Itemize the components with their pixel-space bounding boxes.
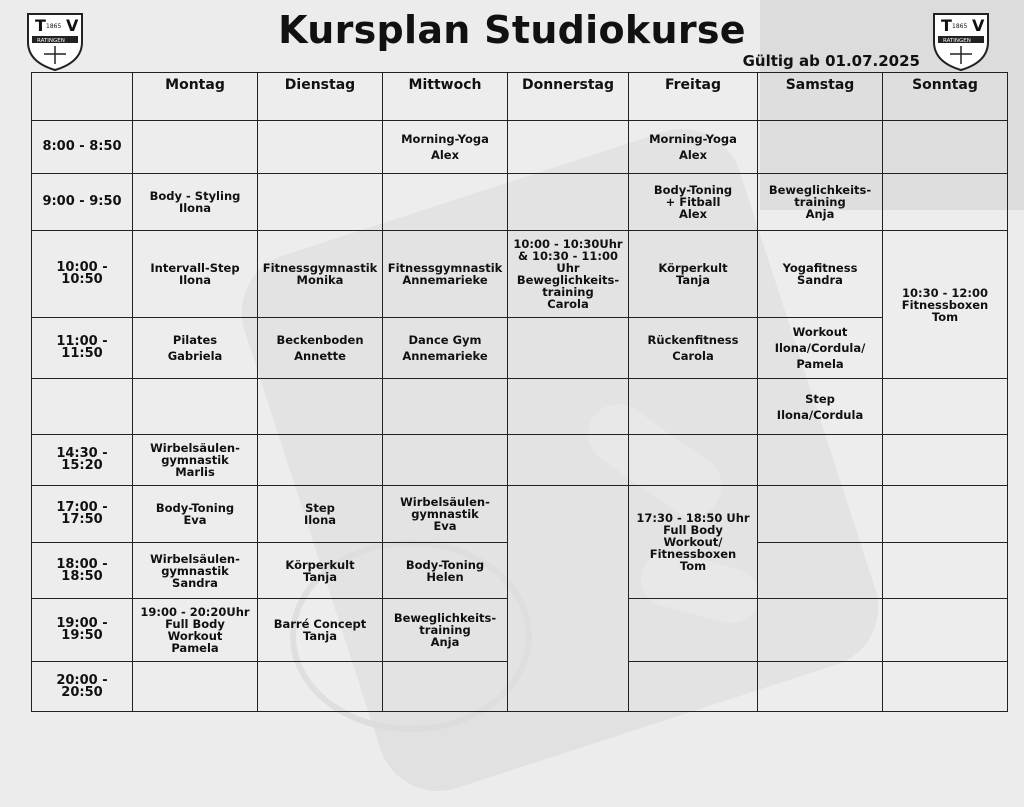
course-label: Dance Gym Annemarieke: [402, 333, 488, 363]
empty-cell: [508, 174, 629, 231]
day-header: Dienstag: [258, 73, 383, 121]
svg-text:1865: 1865: [952, 23, 968, 30]
course-cell: [629, 231, 758, 318]
course-label: Morning-Yoga Alex: [401, 132, 489, 162]
header: [0, 0, 1024, 72]
time-row: [32, 318, 1008, 379]
course-cell: [508, 231, 629, 318]
course-cell: [133, 486, 258, 543]
course-label: 10:30 - 12:00 Fitnessboxen Tom: [901, 285, 989, 324]
course-label: Beweglichkeits- training Anja: [768, 183, 872, 221]
time-slot: 20:00 - 20:50: [32, 662, 133, 712]
course-label: Wirbelsäulen- gymnastik Eva: [400, 495, 490, 533]
empty-cell: [883, 486, 1008, 543]
day-header: Donnerstag: [508, 73, 629, 121]
course-label: Body-Toning Helen: [405, 557, 485, 584]
course-cell: [258, 599, 383, 662]
time-row: [32, 121, 1008, 174]
svg-text:V: V: [972, 16, 985, 35]
time-slot: 8:00 - 8:50: [32, 121, 133, 174]
empty-cell: [629, 662, 758, 712]
course-label: 17:30 - 18:50 Uhr Full Body Workout/ Fitnessboxen Tom: [636, 511, 750, 573]
empty-cell: [133, 379, 258, 435]
course-label: Intervall-Step Ilona: [150, 261, 240, 287]
course-label: Fitnessgymnastik Annemarieke: [387, 261, 503, 287]
empty-cell: [758, 435, 883, 486]
course-cell: [629, 121, 758, 174]
course-label: Pilates Gabriela: [167, 333, 223, 363]
svg-text:1865: 1865: [46, 23, 62, 30]
course-label: Beckenboden Annette: [276, 333, 364, 363]
empty-cell: [883, 379, 1008, 435]
course-label: Wirbelsäulen- gymnastik Marlis: [150, 441, 240, 479]
course-label: Step Ilona/Cordula: [776, 391, 864, 422]
time-row: [32, 435, 1008, 486]
empty-cell: [258, 121, 383, 174]
time-row: [32, 174, 1008, 231]
empty-cell: [883, 662, 1008, 712]
time-slot: 19:00 - 19:50: [32, 599, 133, 662]
time-slot: 17:00 - 17:50: [32, 486, 133, 543]
course-cell: [383, 121, 508, 174]
course-label: Fitnessgymnastik Monika: [262, 261, 378, 287]
empty-cell: [883, 174, 1008, 231]
course-cell: [133, 543, 258, 599]
course-cell: [758, 174, 883, 231]
course-label: Step Ilona: [303, 501, 337, 527]
time-slot: 10:00 - 10:50: [32, 231, 133, 318]
empty-cell: [258, 662, 383, 712]
day-header: Sonntag: [883, 73, 1008, 121]
empty-cell: [758, 121, 883, 174]
course-cell: [258, 543, 383, 599]
course-cell: [629, 174, 758, 231]
course-cell: [383, 486, 508, 543]
course-cell: [133, 174, 258, 231]
course-cell: [258, 231, 383, 318]
course-label: 10:00 - 10:30Uhr & 10:30 - 11:00 Uhr Beweglichkeits- training Carola: [513, 237, 623, 311]
course-label: Morning-Yoga Alex: [649, 132, 737, 162]
day-header: Samstag: [758, 73, 883, 121]
page-title: Kursplan Studiokurse: [278, 8, 746, 52]
empty-cell: [508, 379, 629, 435]
empty-cell: [383, 662, 508, 712]
empty-cell: [883, 543, 1008, 599]
course-label: Körperkult Tanja: [285, 557, 355, 584]
course-cell: [758, 379, 883, 435]
day-header: Mittwoch: [383, 73, 508, 121]
course-label: Rückenfitness Carola: [647, 333, 739, 363]
day-header: Freitag: [629, 73, 758, 121]
empty-cell: [883, 599, 1008, 662]
course-cell: [758, 318, 883, 379]
corner-cell: [32, 73, 133, 121]
empty-cell: [508, 435, 629, 486]
svg-text:RATINGEN: RATINGEN: [943, 38, 971, 44]
day-header: Montag: [133, 73, 258, 121]
course-label: Wirbelsäulen- gymnastik Sandra: [150, 551, 240, 590]
course-cell: [133, 599, 258, 662]
svg-text:RATINGEN: RATINGEN: [37, 38, 65, 44]
time-slot: 14:30 - 15:20: [32, 435, 133, 486]
time-slot: [32, 379, 133, 435]
course-label: Body-Toning + Fitball Alex: [653, 183, 733, 221]
empty-cell: [508, 486, 629, 712]
course-cell: [383, 231, 508, 318]
time-slot: 9:00 - 9:50: [32, 174, 133, 231]
course-label: Barré Concept Tanja: [273, 617, 367, 643]
course-cell: [629, 318, 758, 379]
schedule-table: [31, 72, 1008, 712]
course-cell: [133, 318, 258, 379]
empty-cell: [383, 174, 508, 231]
course-cell: [383, 543, 508, 599]
course-label: Body-Toning Eva: [155, 501, 235, 527]
empty-cell: [508, 318, 629, 379]
empty-cell: [383, 379, 508, 435]
tv-ratingen-logo-right: [930, 12, 992, 72]
course-cell: [758, 231, 883, 318]
empty-cell: [258, 174, 383, 231]
course-label: Body - Styling Ilona: [149, 189, 241, 215]
empty-cell: [133, 662, 258, 712]
empty-cell: [758, 486, 883, 543]
svg-text:T: T: [35, 16, 46, 35]
empty-cell: [883, 121, 1008, 174]
course-label: Beweglichkeits- training Anja: [393, 611, 497, 649]
time-row: [32, 486, 1008, 543]
time-row: [32, 231, 1008, 318]
course-cell: [133, 435, 258, 486]
course-label: Yogafitness Sandra: [782, 261, 858, 287]
empty-cell: [258, 379, 383, 435]
empty-cell: [508, 121, 629, 174]
empty-cell: [258, 435, 383, 486]
empty-cell: [758, 599, 883, 662]
course-label: 19:00 - 20:20Uhr Full Body Workout Pamela: [140, 605, 250, 655]
course-cell: [258, 486, 383, 543]
course-cell: [383, 318, 508, 379]
course-cell: [383, 599, 508, 662]
time-slot: 18:00 - 18:50: [32, 543, 133, 599]
empty-cell: [133, 121, 258, 174]
header-row: [32, 73, 1008, 121]
course-cell: [258, 318, 383, 379]
empty-cell: [629, 599, 758, 662]
svg-text:V: V: [66, 16, 79, 35]
svg-text:T: T: [941, 16, 952, 35]
course-cell: [133, 231, 258, 318]
empty-cell: [758, 543, 883, 599]
course-cell: [883, 231, 1008, 379]
time-slot: 11:00 - 11:50: [32, 318, 133, 379]
empty-cell: [383, 435, 508, 486]
course-label: Körperkult Tanja: [658, 261, 728, 287]
empty-cell: [629, 435, 758, 486]
time-row: [32, 379, 1008, 435]
empty-cell: [629, 379, 758, 435]
course-cell: [629, 486, 758, 599]
valid-from-label: Gültig ab 01.07.2025: [742, 52, 920, 70]
empty-cell: [758, 662, 883, 712]
empty-cell: [883, 435, 1008, 486]
course-label: Workout Ilona/Cordula/ Pamela: [774, 325, 866, 371]
